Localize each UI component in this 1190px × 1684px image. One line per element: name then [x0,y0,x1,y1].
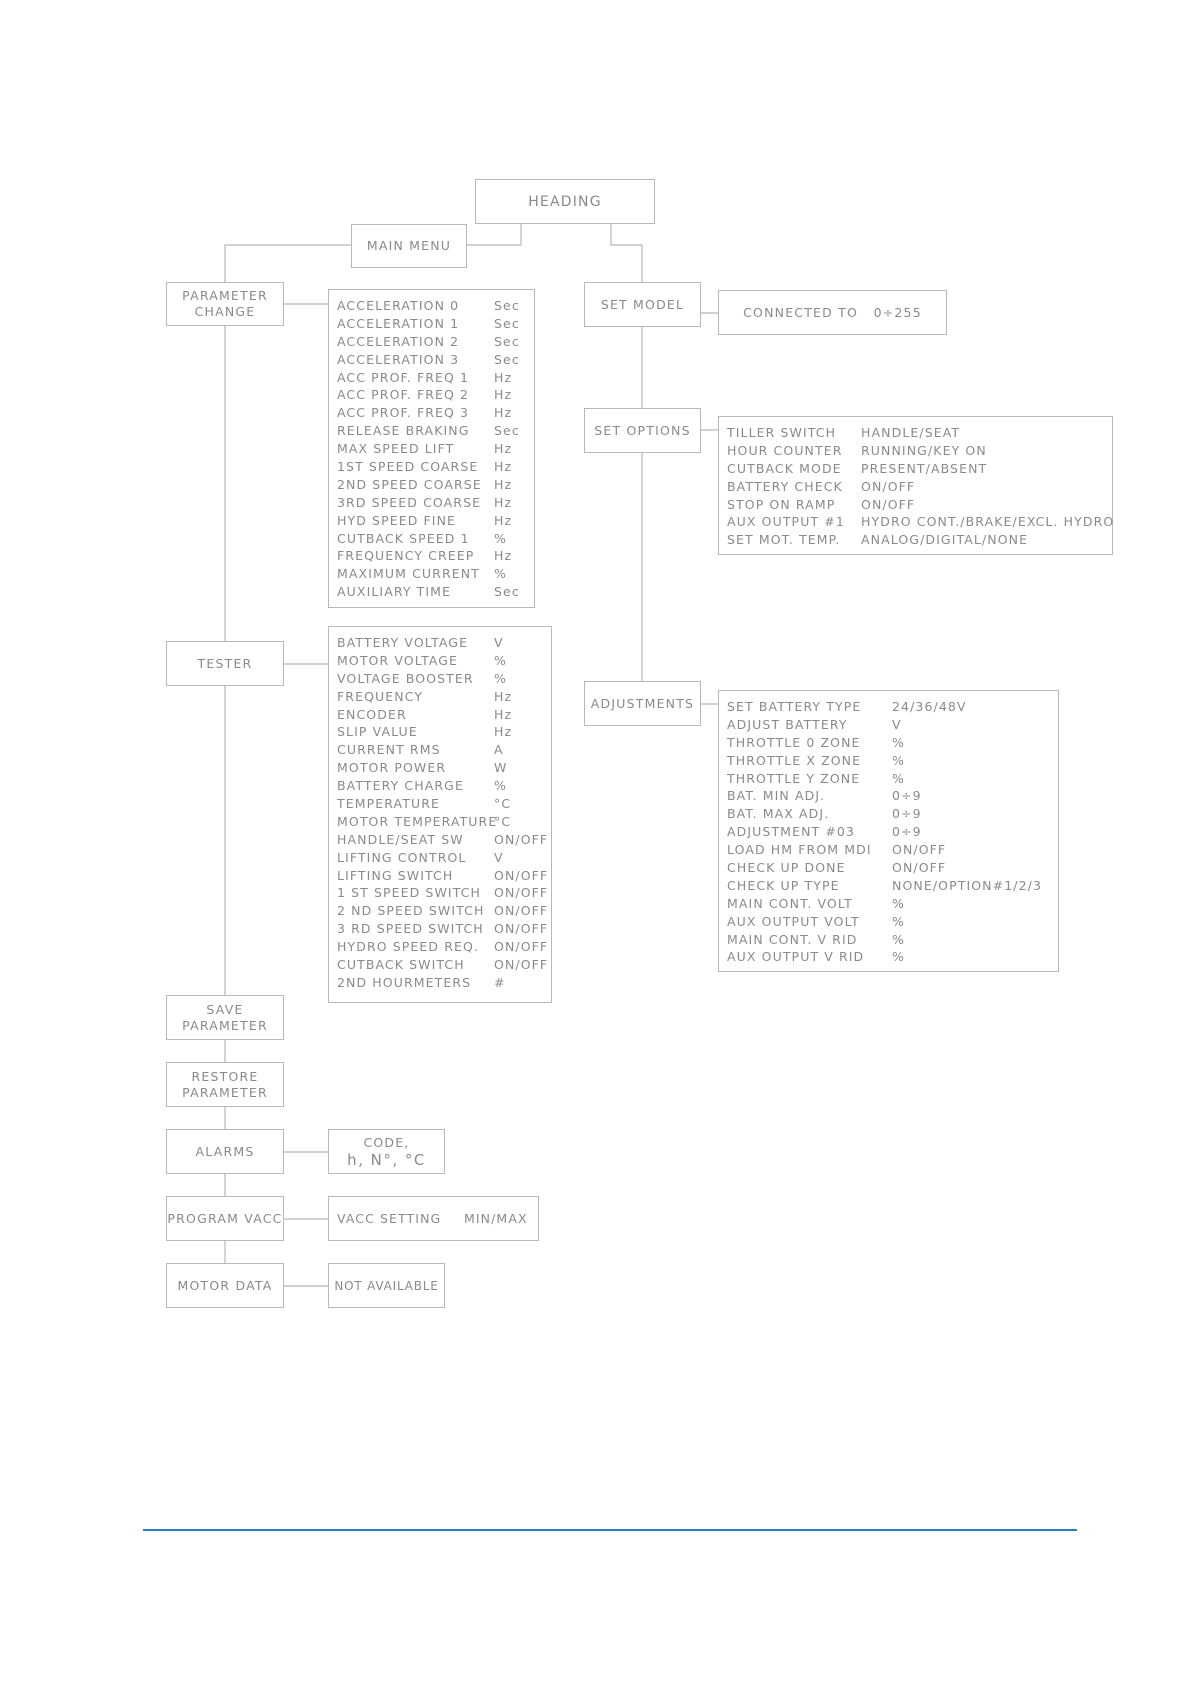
tester-box [166,641,284,686]
adjustment-row-value: 24/36/48V [892,699,967,714]
tester-row-name: VOLTAGE BOOSTER [337,670,474,686]
parameter-change-box [166,282,284,326]
adjustment-row-name: MAIN CONT. V RID [727,931,858,947]
parameter-row-name: 3RD SPEED COARSE [337,494,482,510]
tester-row-name: MOTOR POWER [337,760,447,776]
adjustment-row-value: % [892,752,905,768]
connected-to-row [719,305,946,321]
parameter-row-unit: Hz [494,512,513,528]
option-row-value: ON/OFF [861,478,916,494]
tester-row-unit: °C [494,813,512,829]
adjustment-row-value: ON/OFF [892,842,947,858]
tester-row-name: 2ND HOURMETERS [337,974,472,990]
tester-row-name: LIFTING CONTROL [337,849,467,865]
tester-label: TESTER [197,655,253,671]
tester-row-name: LIFTING SWITCH [337,867,454,883]
vacc-setting-box [328,1196,539,1241]
parameter-row-name: 1ST SPEED COARSE [337,459,479,475]
adjustments-box [584,681,701,726]
parameter-row-name: HYD SPEED FINE [337,512,457,528]
adjustment-row-name: MAIN CONT. VOLT [727,895,853,911]
motor-data-label: MOTOR DATA [177,1277,273,1293]
parameter-row-unit: Hz [494,441,513,457]
parameter-row-unit: Sec [494,584,520,600]
tester-row-unit: % [494,670,507,686]
adjustment-row-value: 0÷9 [892,824,922,840]
set-options-label: SET OPTIONS [594,422,691,438]
parameter-row-name: 2ND SPEED COARSE [337,476,482,492]
adjustment-row-name: BAT. MAX ADJ. [727,806,830,822]
alarms-label: ALARMS [195,1143,255,1159]
tester-row-name: MOTOR VOLTAGE [337,652,459,668]
tester-row-name: FREQUENCY [337,688,424,704]
set-model-label: SET MODEL [600,296,685,312]
parameter-row-name: ACC PROF. FREQ 2 [337,387,470,403]
footer-rule [143,1529,1077,1531]
adjustment-row-name: AUX OUTPUT VOLT [727,913,860,929]
tester-row-unit: ON/OFF [494,921,549,937]
tester-row-unit: % [494,652,507,668]
adjustment-row-value: % [892,895,905,911]
parameter-row-unit: Hz [494,369,513,385]
adjustment-row-name: AUX OUTPUT V RID [727,949,865,965]
motor-data-detail-box [328,1263,445,1308]
connected-to-label: CONNECTED TO [743,304,859,320]
option-row-name: TILLER SWITCH [727,425,837,440]
parameter-row-name: ACCELERATION 3 [337,351,460,367]
option-row-value: RUNNING/KEY ON [861,442,987,458]
adjustment-row-name: LOAD HM FROM MDI [727,842,872,858]
parameter-row-unit: Hz [494,548,513,564]
heading-box [475,179,655,224]
adjustment-row-value: NONE/OPTION#1/2/3 [892,877,1042,893]
vacc-setting-label: VACC SETTING [337,1211,442,1226]
adjustment-row-name: ADJUST BATTERY [727,716,848,732]
adjustment-row-value: % [892,734,905,750]
option-row-value: ANALOG/DIGITAL/NONE [861,532,1029,548]
adjustment-row-name: CHECK UP DONE [727,860,846,876]
restore-parameter-box [166,1062,284,1107]
program-vacc-box [166,1196,284,1241]
parameter-row-name: CUTBACK SPEED 1 [337,530,470,546]
vacc-setting-value: MIN/MAX [464,1211,528,1226]
parameter-row-unit: % [494,566,507,582]
adjustment-row-name: SET BATTERY TYPE [727,699,862,714]
adjustment-row-name: THROTTLE X ZONE [727,752,862,768]
tester-row-name: HANDLE/SEAT SW [337,831,464,847]
option-row-value: ON/OFF [861,496,916,512]
tester-row-name: BATTERY VOLTAGE [337,635,469,650]
tester-row-unit: ON/OFF [494,939,549,955]
tester-row-name: 1 ST SPEED SWITCH [337,885,482,901]
main-menu-box [351,224,467,268]
tester-row-unit: ON/OFF [494,885,549,901]
set-options-list-box [718,416,1113,555]
parameter-row-unit: Hz [494,476,513,492]
tester-row-unit: A [494,742,504,758]
alarms-detail-line1: CODE, [363,1135,410,1150]
adjustment-row-value: % [892,949,905,965]
option-row-name: CUTBACK MODE [727,460,842,476]
motor-data-detail-label: NOT AVAILABLE [334,1278,439,1293]
tester-row-unit: V [494,849,504,865]
tester-row-unit: Hz [494,688,513,704]
adjustment-row-name: THROTTLE Y ZONE [727,770,861,786]
option-row-value: HANDLE/SEAT [861,425,961,440]
parameter-row-unit: Sec [494,298,520,313]
option-row-name: AUX OUTPUT #1 [727,514,845,530]
tester-row-name: BATTERY CHARGE [337,778,464,794]
adjustment-row-value: 0÷9 [892,788,922,804]
adjustment-row-name: ADJUSTMENT #03 [727,824,856,840]
heading-label: HEADING [528,193,602,210]
tester-row-unit: # [494,974,506,990]
tester-row-unit: W [494,760,508,776]
tester-row-name: TEMPERATURE [337,796,440,812]
restore-parameter-label: RESTORE PARAMETER [182,1068,268,1100]
parameter-row-unit: % [494,530,507,546]
tester-row-unit: ON/OFF [494,831,549,847]
parameter-row-unit: Hz [494,494,513,510]
program-vacc-label: PROGRAM VACC [167,1210,283,1226]
tester-row-name: 3 RD SPEED SWITCH [337,921,484,937]
adjustment-row-value: % [892,770,905,786]
adjustment-row-value: 0÷9 [892,806,922,822]
parameter-row-name: MAXIMUM CURRENT [337,566,480,582]
tester-row-unit: V [494,635,504,650]
parameter-row-name: RELEASE BRAKING [337,423,470,439]
parameter-row-name: ACC PROF. FREQ 3 [337,405,470,421]
tester-row-name: HYDRO SPEED REQ. [337,939,480,955]
tester-row-name: CURRENT RMS [337,742,441,758]
main-menu-label: MAIN MENU [366,238,452,253]
parameter-row-name: ACCELERATION 1 [337,315,460,331]
parameter-row-name: AUXILIARY TIME [337,584,452,600]
parameter-row-unit: Hz [494,387,513,403]
tester-row-name: SLIP VALUE [337,724,418,740]
parameter-row-name: FREQUENCY CREEP [337,548,475,564]
adjustments-list-box [718,690,1059,972]
parameter-row-unit: Sec [494,315,520,331]
alarms-detail-line2: h, N°, °C [347,1151,426,1169]
tester-row-unit: ON/OFF [494,903,549,919]
option-row-value: PRESENT/ABSENT [861,460,988,476]
set-options-box [584,408,701,453]
motor-data-box [166,1263,284,1308]
alarms-box [166,1129,284,1174]
tester-row-unit: ON/OFF [494,867,549,883]
adjustment-row-value: % [892,913,905,929]
set-model-box [584,282,701,327]
tester-row-name: MOTOR TEMPERATURE [337,813,498,829]
parameter-row-unit: Sec [494,351,520,367]
adjustment-row-value: V [892,716,902,732]
parameter-row-name: MAX SPEED LIFT [337,441,455,457]
parameter-row-unit: Hz [494,405,513,421]
parameter-row-name: ACC PROF. FREQ 1 [337,369,470,385]
adjustment-row-value: % [892,931,905,947]
adjustments-label: ADJUSTMENTS [590,695,695,711]
parameter-change-label: PARAMETER CHANGE [182,288,268,319]
tester-row-unit: Hz [494,724,513,740]
adjustment-row-name: BAT. MIN ADJ. [727,788,826,804]
tester-list-box [328,626,552,1003]
tester-row-unit: ON/OFF [494,957,549,973]
adjustment-row-name: CHECK UP TYPE [727,877,840,893]
parameter-row-unit: Hz [494,459,513,475]
parameter-row-name: ACCELERATION 2 [337,333,460,349]
tester-row-name: ENCODER [337,706,407,722]
adjustment-row-name: THROTTLE 0 ZONE [727,734,861,750]
tester-row-name: CUTBACK SWITCH [337,957,465,973]
option-row-value: HYDRO CONT./BRAKE/EXCL. HYDRO [861,514,1115,530]
tester-row-unit: °C [494,796,512,812]
parameter-row-name: ACCELERATION 0 [337,298,460,313]
option-row-name: STOP ON RAMP [727,496,836,512]
option-row-name: HOUR COUNTER [727,442,843,458]
save-parameter-label: SAVE PARAMETER [182,1001,268,1033]
parameter-change-list-box [328,289,535,608]
save-parameter-box [166,995,284,1040]
alarms-detail-box [328,1129,445,1174]
adjustment-row-value: ON/OFF [892,860,947,876]
connected-to-value: 0÷255 [873,304,922,320]
tester-row-unit: % [494,778,507,794]
option-row-name: SET MOT. TEMP. [727,532,841,548]
parameter-row-unit: Sec [494,333,520,349]
option-row-name: BATTERY CHECK [727,478,843,494]
tester-row-unit: Hz [494,706,513,722]
parameter-row-unit: Sec [494,423,520,439]
tester-row-name: 2 ND SPEED SWITCH [337,903,485,919]
connected-to-box [718,290,947,335]
